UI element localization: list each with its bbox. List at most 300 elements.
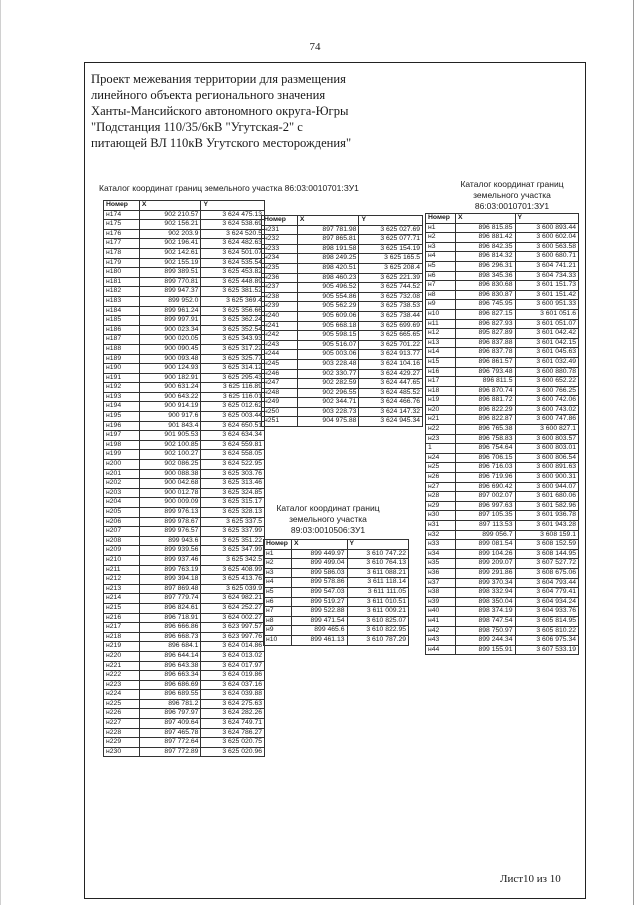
y-coordinate-cell: 3 624 945.34 [359, 417, 423, 427]
y-coordinate-cell: 3 611 088.21 [347, 568, 408, 578]
x-coordinate-cell: 898 345.36 [455, 271, 515, 281]
x-coordinate-cell: 905 609.06 [297, 311, 359, 321]
point-number-cell: н10 [426, 309, 456, 319]
table-row [262, 417, 423, 427]
point-number-cell: н4 [426, 252, 456, 262]
x-coordinate-cell: 896 881.42 [455, 233, 515, 243]
x-coordinate-cell: 902 296.55 [297, 388, 359, 398]
point-number-cell: н10 [264, 635, 292, 645]
point-number-cell: н11 [426, 319, 456, 329]
y-coordinate-cell: 3 604 779.41 [515, 588, 579, 598]
table-row [262, 235, 423, 245]
y-coordinate-cell: 3 604 734.33 [515, 271, 579, 281]
x-coordinate-cell: 896 718.91 [139, 613, 201, 623]
table-row [262, 398, 423, 408]
table-row [104, 421, 265, 431]
table-row [104, 498, 265, 508]
x-coordinate-cell: 899 519.27 [291, 597, 347, 607]
y-coordinate-cell: 3 600 563.58 [515, 242, 579, 252]
y-coordinate-cell: 3 625 744.52 [359, 283, 423, 293]
x-coordinate-cell: 896 758.83 [455, 434, 515, 444]
point-number-cell: н19 [426, 396, 456, 406]
point-number-cell: н17 [426, 377, 456, 387]
point-number-cell: н204 [104, 498, 140, 508]
y-coordinate-cell: 3 625 003.44 [201, 412, 265, 422]
point-number-cell: н215 [104, 603, 140, 613]
point-number-cell: н245 [262, 359, 298, 369]
y-coordinate-cell: 3 625 413.76 [201, 575, 265, 585]
x-coordinate-cell: 899 081.54 [455, 540, 515, 550]
x-coordinate-cell: 902 344.71 [297, 398, 359, 408]
point-number-cell: н3 [426, 242, 456, 252]
table-row [104, 728, 265, 738]
table-row [426, 281, 579, 291]
y-coordinate-cell: 3 601 936.78 [515, 511, 579, 521]
y-coordinate-cell: 3 611 010.51 [347, 597, 408, 607]
y-coordinate-cell: 3 600 766.25 [515, 386, 579, 396]
x-coordinate-cell: 899 465.6 [291, 626, 347, 636]
point-number-cell: н27 [426, 482, 456, 492]
y-coordinate-cell: 3 625 313.46 [201, 479, 265, 489]
table-row [262, 331, 423, 341]
point-number-cell: н238 [262, 292, 298, 302]
y-coordinate-cell: 3 601 032.49 [515, 357, 579, 367]
y-coordinate-cell: 3 611 118.14 [347, 578, 408, 588]
table-row [426, 290, 579, 300]
x-coordinate-cell: 898 750.97 [455, 626, 515, 636]
point-number-cell: н194 [104, 402, 140, 412]
point-number-cell: н222 [104, 671, 140, 681]
table-row [104, 469, 265, 479]
y-coordinate-cell: 3 610 822.95 [347, 626, 408, 636]
point-number-cell: н187 [104, 335, 140, 345]
table-row [264, 559, 409, 569]
table-header-row [262, 216, 423, 226]
y-coordinate-cell: 3 624 538.69 [201, 220, 265, 230]
point-number-cell: н24 [426, 453, 456, 463]
table-row [264, 578, 409, 588]
x-coordinate-cell: 902 100.85 [139, 440, 201, 450]
table-row [104, 248, 265, 258]
table-row [426, 501, 579, 511]
x-coordinate-cell: 899 943.6 [139, 536, 201, 546]
y-coordinate-cell: 3 625 732.08 [359, 292, 423, 302]
y-coordinate-cell: 3 605 810.22 [515, 626, 579, 636]
x-coordinate-cell: 896 837.88 [455, 338, 515, 348]
point-number-cell: н210 [104, 555, 140, 565]
x-coordinate-cell: 896 811.5 [455, 377, 515, 387]
title-line: Ханты-Мансийского автономного округа-Югры [91, 104, 349, 118]
y-coordinate-cell: 3 624 482.63 [201, 239, 265, 249]
table-row [262, 244, 423, 254]
y-coordinate-cell: 3 624 014.86 [201, 642, 265, 652]
y-coordinate-cell: 3 604 934.24 [515, 597, 579, 607]
x-coordinate-cell: 896 830.68 [455, 281, 515, 291]
table-row [104, 613, 265, 623]
x-coordinate-cell: 899 947.37 [139, 287, 201, 297]
y-coordinate-cell: 3 625 154.19 [359, 244, 423, 254]
x-coordinate-cell: 902 203.9 [139, 229, 201, 239]
point-number-cell: н16 [426, 367, 456, 377]
point-number-cell: н182 [104, 287, 140, 297]
point-number-cell: н223 [104, 680, 140, 690]
table-row [426, 367, 579, 377]
table-row [104, 479, 265, 489]
table-row [262, 292, 423, 302]
scan-edge-right [633, 0, 634, 905]
x-coordinate-cell: 903 228.48 [297, 359, 359, 369]
x-coordinate-cell: 898 332.94 [455, 588, 515, 598]
point-number-cell: н248 [262, 388, 298, 398]
x-coordinate-cell: 900 090.45 [139, 344, 201, 354]
point-number-cell: н236 [262, 273, 298, 283]
title-line: "Подстанция 110/35/6кВ "Угутская-2" с [91, 120, 303, 134]
x-coordinate-cell: 902 100.27 [139, 450, 201, 460]
x-coordinate-cell: 899 499.04 [291, 559, 347, 569]
point-number-cell: н20 [426, 405, 456, 415]
x-coordinate-cell: 905 003.06 [297, 350, 359, 360]
document-title [91, 71, 421, 151]
table-row [104, 431, 265, 441]
y-coordinate-cell: 3 601 045.63 [515, 348, 579, 358]
y-coordinate-cell: 3 625 077.71 [359, 235, 423, 245]
x-coordinate-cell: 900 020.05 [139, 335, 201, 345]
x-coordinate-cell: 902 086.25 [139, 460, 201, 470]
x-coordinate-cell: 902 330.77 [297, 369, 359, 379]
point-number-cell: н1 [264, 549, 292, 559]
x-coordinate-cell: 899 978.67 [139, 517, 201, 527]
table-row [104, 546, 265, 556]
x-coordinate-cell: 899 104.26 [455, 549, 515, 559]
coordinate-table-86-03-0010701-zu1-right [425, 213, 579, 655]
point-number-cell: н14 [426, 348, 456, 358]
y-coordinate-cell: 3 625 116.01 [201, 392, 265, 402]
point-number-cell: н188 [104, 344, 140, 354]
point-number-cell: н25 [426, 463, 456, 473]
y-coordinate-cell: 3 600 743.02 [515, 405, 579, 415]
table-row [426, 300, 579, 310]
point-number-cell: н40 [426, 607, 456, 617]
table-row [426, 559, 579, 569]
y-coordinate-cell: 3 624 634.34 [201, 431, 265, 441]
table-row [426, 386, 579, 396]
point-number-cell: н241 [262, 321, 298, 331]
drawing-frame [84, 62, 586, 899]
header-y: Y [515, 214, 579, 224]
x-coordinate-cell: 896 765.38 [455, 425, 515, 435]
y-coordinate-cell: 3 624 466.76 [359, 398, 423, 408]
table-row [426, 233, 579, 243]
point-number-cell: н37 [426, 578, 456, 588]
table-row [104, 306, 265, 316]
table-row [104, 450, 265, 460]
table-row [264, 597, 409, 607]
y-coordinate-cell: 3 624 520.5 [201, 229, 265, 239]
point-number-cell: н36 [426, 568, 456, 578]
y-coordinate-cell: 3 601 943.28 [515, 521, 579, 531]
header-number: Номер [262, 216, 298, 226]
table-row [262, 273, 423, 283]
point-number-cell: н30 [426, 511, 456, 521]
y-coordinate-cell: 3 624 786.27 [201, 728, 265, 738]
table-row [426, 415, 579, 425]
table-row [104, 239, 265, 249]
point-number-cell: н185 [104, 316, 140, 326]
table-row [104, 383, 265, 393]
table-row [104, 412, 265, 422]
table-row [426, 444, 579, 454]
x-coordinate-cell: 896 827.93 [455, 319, 515, 329]
catalog-main-caption: Каталог координат границ земельного участка 86:03:0010701:ЗУ1 [99, 183, 359, 193]
point-number-cell: н22 [426, 425, 456, 435]
y-coordinate-cell: 3 625 369.4 [201, 296, 265, 306]
y-coordinate-cell: 3 600 803.57 [515, 434, 579, 444]
point-number-cell: н198 [104, 440, 140, 450]
y-coordinate-cell: 3 624 017.97 [201, 661, 265, 671]
point-number-cell: н26 [426, 473, 456, 483]
y-coordinate-cell: 3 601 680.06 [515, 492, 579, 502]
point-number-cell: н41 [426, 616, 456, 626]
x-coordinate-cell: 896 706.15 [455, 453, 515, 463]
table-row [104, 354, 265, 364]
x-coordinate-cell: 899 244.34 [455, 636, 515, 646]
title-line: Проект межевания территории для размещения [91, 72, 346, 86]
point-number-cell: н2 [426, 233, 456, 243]
point-number-cell: н226 [104, 709, 140, 719]
x-coordinate-cell: 896 797.97 [139, 709, 201, 719]
point-number-cell: н243 [262, 340, 298, 350]
table-row [104, 565, 265, 575]
point-number-cell: н249 [262, 398, 298, 408]
table-row [262, 407, 423, 417]
table-row [104, 508, 265, 518]
x-coordinate-cell: 896 822.87 [455, 415, 515, 425]
x-coordinate-cell: 902 156.21 [139, 220, 201, 230]
table-row [426, 626, 579, 636]
table-row [426, 521, 579, 531]
x-coordinate-cell: 901 905.53 [139, 431, 201, 441]
x-coordinate-cell: 900 643.22 [139, 392, 201, 402]
table-row [104, 296, 265, 306]
point-number-cell: 1 [426, 444, 456, 454]
y-coordinate-cell: 3 625 342.5 [201, 555, 265, 565]
table-row [104, 373, 265, 383]
y-coordinate-cell: 3 624 558.05 [201, 450, 265, 460]
point-number-cell: н181 [104, 277, 140, 287]
x-coordinate-cell: 896 716.03 [455, 463, 515, 473]
y-coordinate-cell: 3 601 051.07 [515, 319, 579, 329]
point-number-cell: н184 [104, 306, 140, 316]
x-coordinate-cell: 905 598.15 [297, 331, 359, 341]
point-number-cell: н183 [104, 296, 140, 306]
table-row [104, 277, 265, 287]
table-row [426, 357, 579, 367]
table-row [104, 344, 265, 354]
table-row [104, 335, 265, 345]
table-row [262, 321, 423, 331]
table-row [426, 540, 579, 550]
y-coordinate-cell: 3 624 982.21 [201, 594, 265, 604]
y-coordinate-cell: 3 623 997.57 [201, 623, 265, 633]
table-row [262, 302, 423, 312]
table-row [104, 258, 265, 268]
table-row [104, 325, 265, 335]
y-coordinate-cell: 3 624 002.27 [201, 613, 265, 623]
y-coordinate-cell: 3 608 675.06 [515, 568, 579, 578]
point-number-cell: н13 [426, 338, 456, 348]
header-x: X [291, 540, 347, 550]
point-number-cell: н23 [426, 434, 456, 444]
y-coordinate-cell: 3 624 475.13 [201, 210, 265, 220]
x-coordinate-cell: 898 191.58 [297, 244, 359, 254]
x-coordinate-cell: 897 772.64 [139, 738, 201, 748]
y-coordinate-cell: 3 624 501.07 [201, 248, 265, 258]
point-number-cell: н29 [426, 501, 456, 511]
y-coordinate-cell: 3 600 602.04 [515, 233, 579, 243]
x-coordinate-cell: 896 663.34 [139, 671, 201, 681]
point-number-cell: н246 [262, 369, 298, 379]
x-coordinate-cell: 900 012.78 [139, 488, 201, 498]
x-coordinate-cell: 897 002.07 [455, 492, 515, 502]
table-row [426, 338, 579, 348]
point-number-cell: н207 [104, 527, 140, 537]
y-coordinate-cell: 3 600 827.1 [515, 425, 579, 435]
table-row [104, 402, 265, 412]
x-coordinate-cell: 900 009.09 [139, 498, 201, 508]
table-row [426, 252, 579, 262]
x-coordinate-cell: 896 824.61 [139, 603, 201, 613]
x-coordinate-cell: 903 228.73 [297, 407, 359, 417]
table-row [426, 616, 579, 626]
point-number-cell: н203 [104, 488, 140, 498]
y-coordinate-cell: 3 625 325.77 [201, 354, 265, 364]
coordinate-table-main-part1 [103, 200, 265, 757]
table-row [104, 460, 265, 470]
table-row [104, 680, 265, 690]
table-row [426, 597, 579, 607]
x-coordinate-cell: 899 461.13 [291, 635, 347, 645]
point-number-cell: н7 [426, 281, 456, 291]
x-coordinate-cell: 896 686.69 [139, 680, 201, 690]
y-coordinate-cell: 3 600 806.54 [515, 453, 579, 463]
point-number-cell: н5 [426, 261, 456, 271]
x-coordinate-cell: 896 684.1 [139, 642, 201, 652]
table-row [104, 229, 265, 239]
point-number-cell: н209 [104, 546, 140, 556]
x-coordinate-cell: 896 861.57 [455, 357, 515, 367]
x-coordinate-cell: 895 827.89 [455, 329, 515, 339]
point-number-cell: н190 [104, 364, 140, 374]
table-row [104, 709, 265, 719]
x-coordinate-cell: 896 643.38 [139, 661, 201, 671]
table-row [426, 568, 579, 578]
x-coordinate-cell: 899 449.97 [291, 549, 347, 559]
y-coordinate-cell: 3 624 039.88 [201, 690, 265, 700]
x-coordinate-cell: 899 952.0 [139, 296, 201, 306]
table-row [264, 635, 409, 645]
x-coordinate-cell: 902 142.61 [139, 248, 201, 258]
table-row [426, 348, 579, 358]
table-row [104, 738, 265, 748]
point-number-cell: н12 [426, 329, 456, 339]
x-coordinate-cell: 899 389.51 [139, 268, 201, 278]
table-row [426, 453, 579, 463]
x-coordinate-cell: 897 409.64 [139, 719, 201, 729]
table-row [264, 616, 409, 626]
y-coordinate-cell: 3 625 352.54 [201, 325, 265, 335]
point-number-cell: н231 [262, 225, 298, 235]
x-coordinate-cell: 896 689.55 [139, 690, 201, 700]
table-row [104, 268, 265, 278]
table-row [264, 626, 409, 636]
x-coordinate-cell: 897 865.81 [297, 235, 359, 245]
table-row [104, 517, 265, 527]
x-coordinate-cell: 896 781.2 [139, 699, 201, 709]
y-coordinate-cell: 3 600 652.22 [515, 377, 579, 387]
x-coordinate-cell: 898 374.19 [455, 607, 515, 617]
point-number-cell: н197 [104, 431, 140, 441]
table-row [262, 340, 423, 350]
x-coordinate-cell: 896 754.64 [455, 444, 515, 454]
x-coordinate-cell: 897 113.53 [455, 521, 515, 531]
x-coordinate-cell: 905 668.18 [297, 321, 359, 331]
table-row [426, 482, 579, 492]
point-number-cell: н7 [264, 607, 292, 617]
point-number-cell: н39 [426, 597, 456, 607]
x-coordinate-cell: 899 547.03 [291, 587, 347, 597]
x-coordinate-cell: 896 690.42 [455, 482, 515, 492]
point-number-cell: н8 [426, 290, 456, 300]
table-row [104, 440, 265, 450]
x-coordinate-cell: 896 668.73 [139, 632, 201, 642]
point-number-cell: н174 [104, 210, 140, 220]
point-number-cell: н189 [104, 354, 140, 364]
y-coordinate-cell: 3 625 738.53 [359, 302, 423, 312]
y-coordinate-cell: 3 624 913.77 [359, 350, 423, 360]
y-coordinate-cell: 3 601 042.15 [515, 338, 579, 348]
table-row [426, 377, 579, 387]
point-number-cell: н3 [264, 568, 292, 578]
point-number-cell: н206 [104, 517, 140, 527]
table-row [262, 379, 423, 389]
x-coordinate-cell: 899 763.19 [139, 565, 201, 575]
y-coordinate-cell: 3 624 252.27 [201, 603, 265, 613]
x-coordinate-cell: 904 975.88 [297, 417, 359, 427]
point-number-cell: н32 [426, 530, 456, 540]
point-number-cell: н8 [264, 616, 292, 626]
coordinate-table-main-part2 [261, 215, 423, 427]
y-coordinate-cell: 3 610 747.22 [347, 549, 408, 559]
table-row [262, 359, 423, 369]
table-row [426, 425, 579, 435]
y-coordinate-cell: 3 625 356.66 [201, 306, 265, 316]
point-number-cell: н6 [426, 271, 456, 281]
catalog-2-caption: Каталог координат границ земельного участка 89:03:0010506:ЗУ1 [276, 503, 380, 535]
y-coordinate-cell: 3 624 485.52 [359, 388, 423, 398]
y-coordinate-cell: 3 625 347.99 [201, 546, 265, 556]
y-coordinate-cell: 3 625 453.82 [201, 268, 265, 278]
y-coordinate-cell: 3 625 116.89 [201, 383, 265, 393]
point-number-cell: н220 [104, 651, 140, 661]
point-number-cell: н229 [104, 738, 140, 748]
table-row [426, 588, 579, 598]
table-row [426, 223, 579, 233]
y-coordinate-cell: 3 624 282.26 [201, 709, 265, 719]
y-coordinate-cell: 3 625 027.69 [359, 225, 423, 235]
y-coordinate-cell: 3 625 337.99 [201, 527, 265, 537]
header-number: Номер [426, 214, 456, 224]
x-coordinate-cell: 902 196.41 [139, 239, 201, 249]
